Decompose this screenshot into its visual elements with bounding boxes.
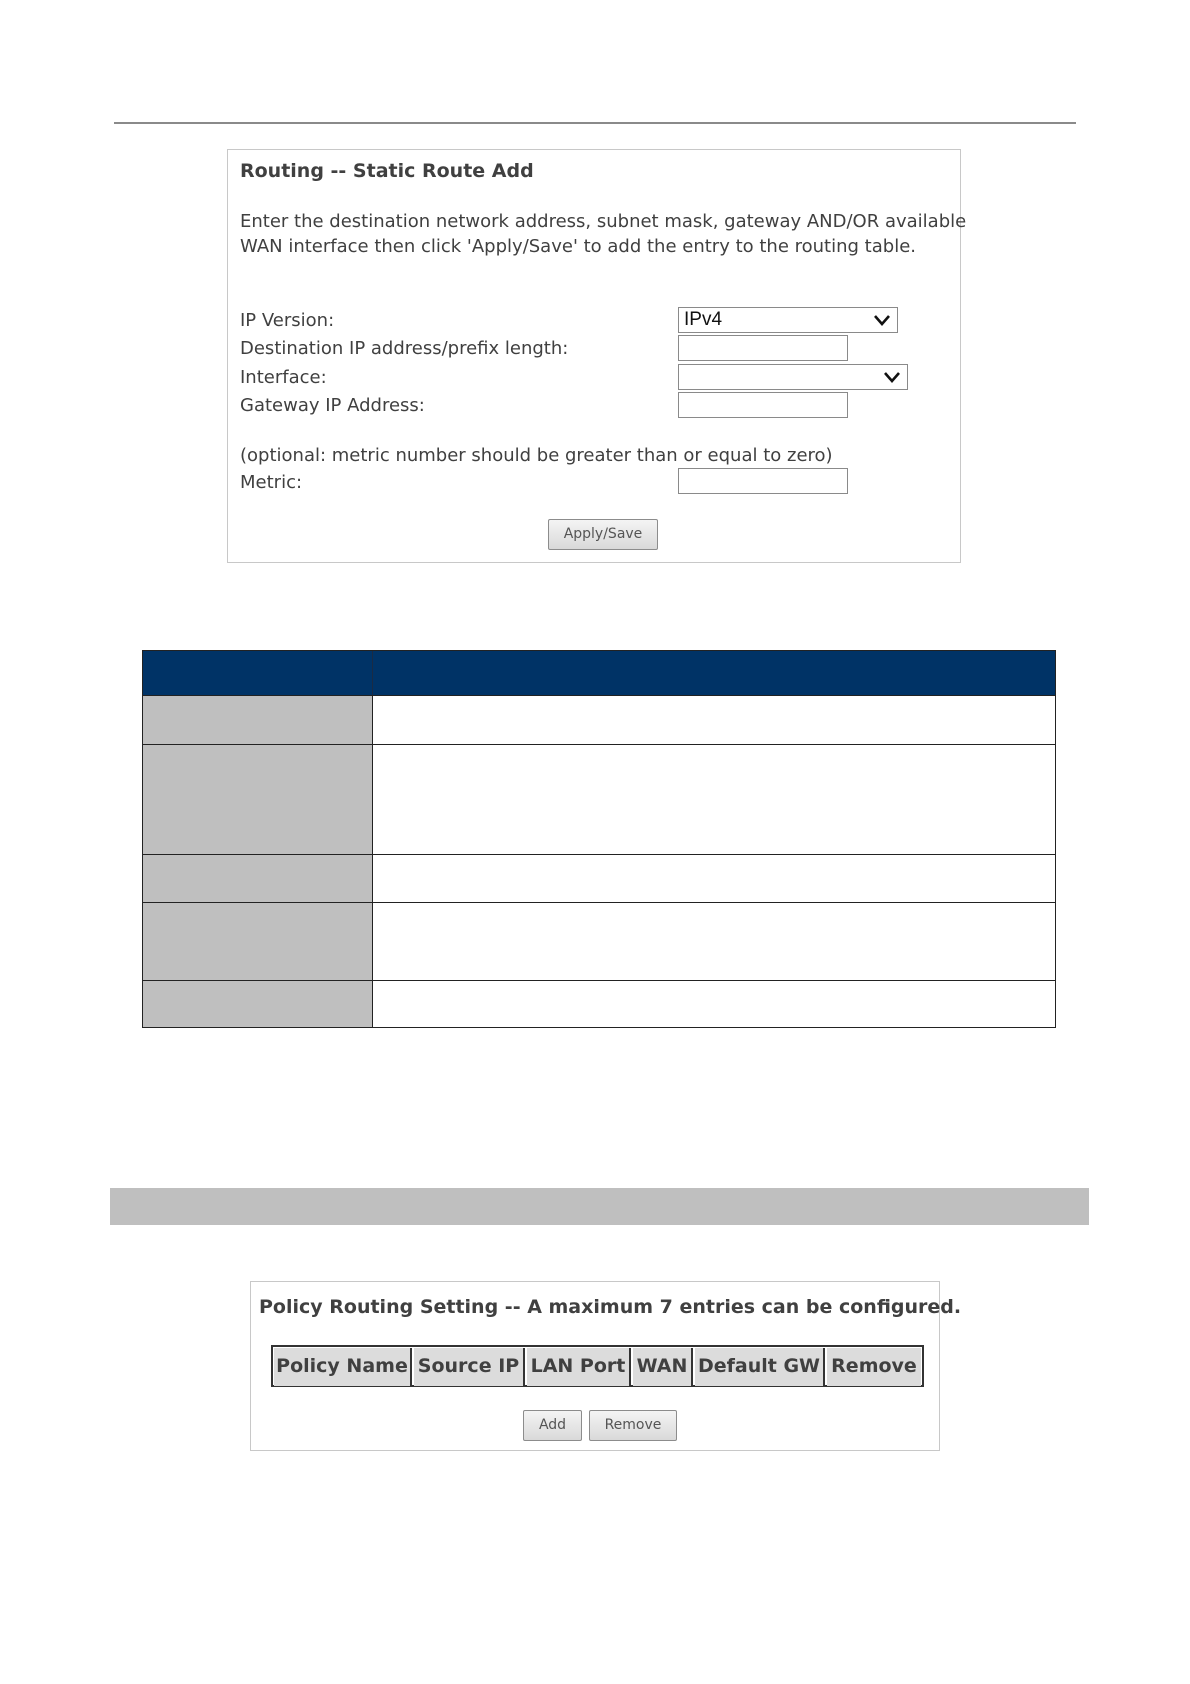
top-divider [114,122,1076,124]
column-header-default-gw: Default GW [695,1348,825,1386]
ip-version-value: IPv4 [684,309,723,330]
destination-ip-input[interactable] [678,335,848,361]
table-row [143,902,1055,980]
column-header-remove: Remove [827,1348,921,1386]
apply-save-button[interactable]: Apply/Save [548,519,658,550]
destination-label: Destination IP address/prefix length: [240,338,569,359]
column-header-wan: WAN [633,1348,693,1386]
chevron-down-icon [873,312,891,328]
table-row [143,695,1055,744]
panel-description [240,209,966,259]
chevron-down-icon [883,369,901,385]
panel-title: Routing -- Static Route Add [240,160,534,182]
gateway-label: Gateway IP Address: [240,395,425,416]
description-line-2: WAN interface then click 'Apply/Save' to add the entry to the routing table. [240,236,916,257]
column-header-policy-name: Policy Name [274,1348,412,1386]
table-row [143,980,1055,1027]
interface-label: Interface: [240,367,327,388]
static-route-add-panel [227,149,967,563]
ip-version-select[interactable] [678,307,898,333]
policy-routing-panel [250,1281,962,1451]
description-line-1: Enter the destination network address, subnet mask, gateway AND/OR available [240,211,967,232]
gateway-ip-input[interactable] [678,392,848,418]
metric-note: (optional: metric number should be greater than or equal to zero) [240,445,833,466]
policy-routing-table [271,1345,924,1387]
ip-version-label: IP Version: [240,310,335,331]
panel-title: Policy Routing Setting -- A maximum 7 entries can be configured. [259,1296,962,1318]
metric-input[interactable] [678,468,848,494]
table-row [143,744,1055,854]
add-button[interactable]: Add [523,1410,582,1441]
interface-select[interactable] [678,364,908,390]
table-row [143,854,1055,902]
section-heading-bar [110,1188,1089,1225]
table-header [143,651,1055,695]
parameter-description-table [142,650,1056,1028]
column-header-lan-port: LAN Port [527,1348,631,1386]
remove-button[interactable]: Remove [589,1410,677,1441]
metric-label: Metric: [240,472,303,493]
column-header-source-ip: Source IP [414,1348,525,1386]
